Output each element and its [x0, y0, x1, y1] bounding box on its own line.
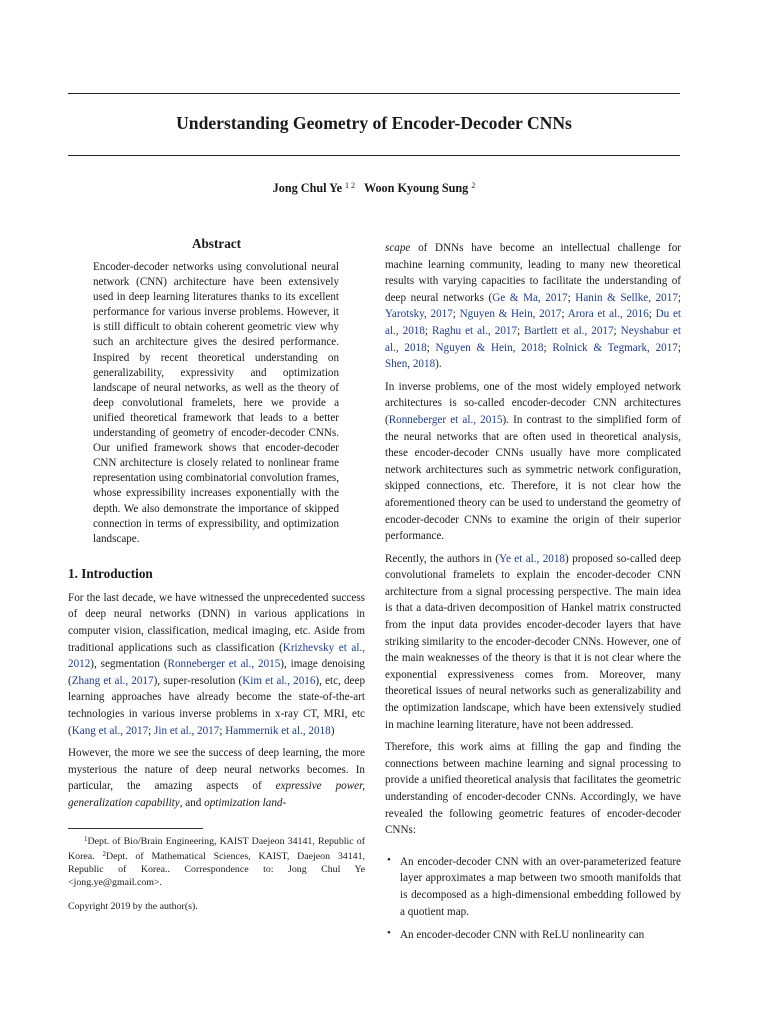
emphasis-text: scape	[385, 242, 411, 254]
author-name: Woon Kyoung Sung	[363, 181, 469, 195]
citation-link[interactable]: Ronneberger et al., 2015	[388, 413, 503, 426]
citation-link[interactable]: Nguyen & Hein, 2018	[435, 341, 544, 354]
intro-paragraph-2-continued: scape of DNNs have become an intellectual challenge for machine learning community, leading to many new theoretical results with varying capacities to facilitate the understanding of deep neural networks (Ge & Ma, 2017; Hanin & Sellke, 2017; Yarotsky, 2017; Nguyen & Hein, 2017; Arora et al., 2016; Du et al., 2018; Raghu et al., 2017; Bartlett et al., 2017; Neyshabur et al., 2018; Nguyen & Hein, 2018; Rolnick & Tegmark, 2017; Shen, 2018).	[385, 242, 681, 371]
list-item	[387, 927, 681, 944]
citation-link[interactable]: Ronneberger et al., 2015	[167, 658, 281, 671]
list-item	[387, 853, 681, 920]
intro-paragraph-3: In inverse problems, one of the most widely employed network architectures is so-called encoder-decoder CNN architectures (Ronneberger et al., 2015). In contrast to the simplified form of the neural networks that are often used in theoretical analysis, these encoder-decoder CNNs usually have more complicated network architectures such as symmetric network configuration, skipped connections, etc. Therefore, it is not clear how the aforementioned theory can be used to understand the geometry of encoder-decoder CNNs to examine the origin of their superior performance.	[385, 380, 681, 543]
paper-title: Understanding Geometry of Encoder-Decoder CNNs	[176, 113, 572, 133]
top-rule	[68, 93, 680, 94]
intro-paragraph-4: Recently, the authors in (Ye et al., 2018) proposed so-called deep convolutional framelets to explain the encoder-decoder CNN architecture from a signal processing perspective. The main idea is that a data-driven decomposition of Hankel matrix constructed from the input data provides encoder-decoder layers that have striking similarity to the encoder-decoder CNNs. However, one of the main weaknesses of the theory is that it is not clear where the exponential expressiveness comes from. Moreover, many theoretical issues of neural networks such as generalizability and the optimization landscape, which have been extensively studied in machine learning literature, have not been addressed.	[385, 552, 681, 731]
citation-link[interactable]: Kim et al., 2016	[242, 674, 316, 687]
citation-link[interactable]: Neyshabur et al., 2018	[385, 324, 681, 354]
bullet-icon: •	[387, 853, 391, 866]
abstract-heading: Abstract	[191, 236, 242, 251]
author-affiliation: 1 2	[345, 181, 356, 190]
citation-link[interactable]: Nguyen & Hein, 2017	[459, 308, 562, 321]
paragraph-2-tail: of DNNs have become an intellectual challenge for machine learning community, leading to many new theoretical results with varying capacities to facilitate the understanding of deep neural networks (	[385, 242, 681, 304]
emphasis-text: expressive power, generalization capability	[68, 780, 365, 809]
citation-link[interactable]: Zhang et al., 2017	[71, 674, 154, 687]
geometric-features-list	[385, 854, 681, 944]
citation-link[interactable]: Kang et al., 2017	[71, 724, 149, 737]
citation-link[interactable]: Raghu et al., 2017	[432, 324, 518, 337]
bullet-icon: •	[387, 927, 391, 940]
list-item-text: An encoder-decoder CNN with ReLU nonlinearity can	[400, 929, 645, 942]
citation-link[interactable]: Ye et al., 2018	[499, 552, 566, 565]
citation-link[interactable]: Arora et al., 2016	[567, 308, 649, 321]
author-affiliation: 2	[471, 181, 476, 190]
intro-paragraph-5: Therefore, this work aims at filling the gap and finding the connections between machine learning and signal processing to provide a unified theoretical analysis that facilitates the geometric understanding of encoder-decoder CNNs. Accordingly, we have revealed the following geometric features of encoder-decoder CNNs:	[385, 741, 681, 837]
citation-link[interactable]: Krizhevsky et al., 2012	[68, 641, 365, 671]
emphasis-text: optimization land-	[204, 796, 287, 809]
author-name: Jong Chul Ye	[272, 181, 342, 195]
author-list	[68, 181, 680, 196]
intro-paragraph-1: For the last decade, we have witnessed the unprecedented success of deep neural networks (DNN) in various applications in computer vision, classification, medical imaging, etc. Aside from traditional applications such as classification (Krizhevsky et al., 2012), segmentation (Ronneberger et al., 2015), image denoising (Zhang et al., 2017), super-resolution (Kim et al., 2016), etc, deep learning approaches have already become the state-of-the-art technologies in various inverse problems in x-ray CT, MRI, etc (Kang et al., 2017; Jin et al., 2017; Hammernik et al., 2018)	[68, 591, 366, 737]
citation-link[interactable]: Hanin & Sellke, 2017	[575, 291, 678, 304]
citation-link[interactable]: Yarotsky, 2017	[385, 308, 453, 321]
intro-heading: 1. Introduction	[68, 565, 153, 581]
list-item-text: An encoder-decoder CNN with an over-parameterized feature layer approximates a map between two smooth manifolds that is decomposed as a high-dimensional embedding followed by a quotient map.	[400, 855, 681, 918]
citation-link[interactable]: Hammernik et al., 2018	[225, 724, 331, 737]
title-bottom-rule	[68, 155, 680, 156]
left-column	[68, 236, 365, 915]
copyright-notice: Copyright 2019 by the author(s).	[68, 900, 198, 912]
citation-link[interactable]: Du et al., 2018	[385, 308, 681, 337]
affiliation-footnote: $^1$Dept. of Bio/Brain Engineering, KAIST Daejeon 34141, Republic of Korea. $^2$Dept. of Mathematical Sciences, KAIST, Daejeon 34141, Republic of Korea.. Correspondence to: Jong Chul Ye <jong.ye@gmail.com>.	[68, 834, 366, 888]
citation-link[interactable]: Shen, 2018	[385, 358, 436, 371]
citation-link[interactable]: Ge & Ma, 2017	[492, 291, 568, 304]
right-column	[385, 240, 681, 951]
abstract-text: Encoder-decoder networks using convolutional neural network (CNN) architecture have been extensively used in deep learning literatures thanks to its excellent performance for various inverse problems. However, it is still difficult to obtain coherent geometric view why such an architecture gives the desired performance. Inspired by recent theoretical understanding on generalizability, expressivity and optimization landscape of neural networks, as well as the theory of deep convolutional framelets, here we provide a unified theoretical framework that leads to a better understanding of geometry of encoder-decoder CNNs. Our unified framework shows that encoder-decoder CNN architecture is closely related to nonlinear frame representation using combinatorial convolution frames, whose expressibility increases exponentially with the depth. We also demonstrate the importance of skipped connection in terms of expressibility, and optimization landscape.	[93, 261, 339, 545]
intro-paragraph-2-start: However, the more we see the success of deep learning, the more mysterious the nature of deep neural networks becomes. In particular, the amazing aspects of expressive power, generalization capability, and optimization land-	[68, 747, 365, 809]
citation-link[interactable]: Jin et al., 2017	[154, 724, 220, 737]
footnote-rule	[68, 828, 203, 829]
citation-link[interactable]: Rolnick & Tegmark, 2017	[552, 341, 678, 354]
citation-link[interactable]: Bartlett et al., 2017	[524, 324, 614, 337]
